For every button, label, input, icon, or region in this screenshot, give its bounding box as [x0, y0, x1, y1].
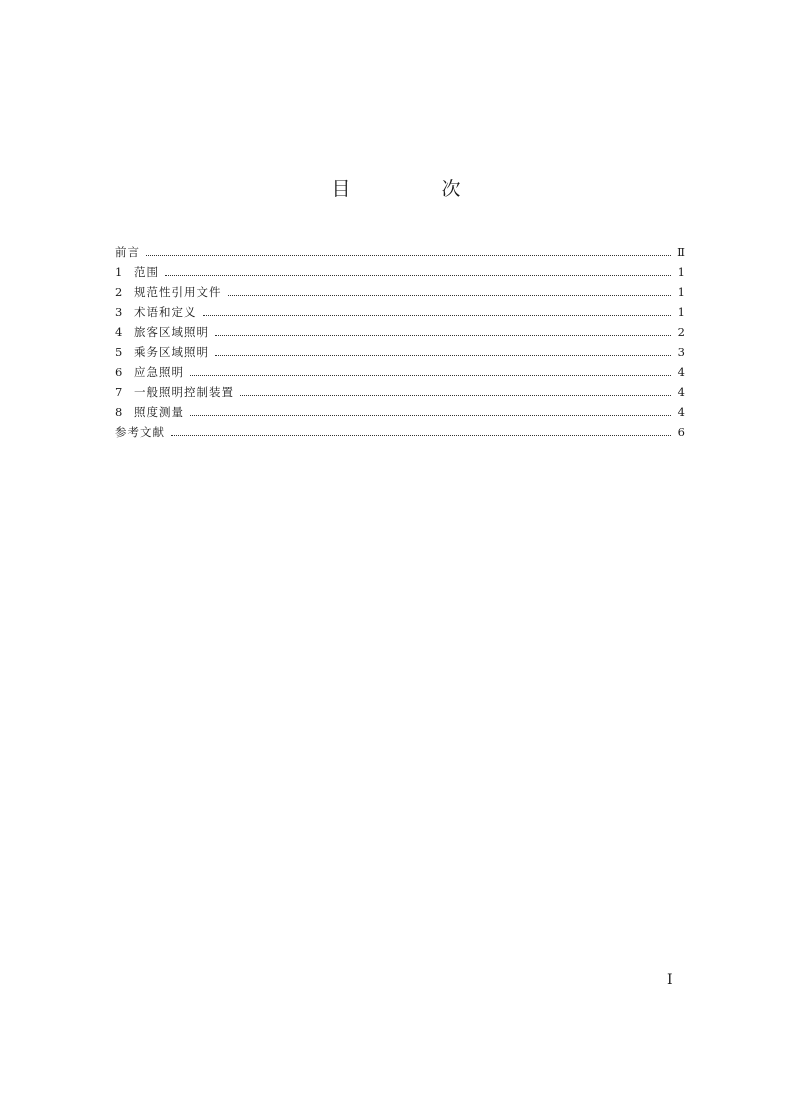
toc-entry-terms[interactable] [115, 304, 685, 324]
toc-entry-label: 术语和定义 [134, 305, 197, 319]
toc-entry-scope[interactable] [115, 264, 685, 284]
toc-entry-number: 8 [115, 405, 123, 419]
toc-entry-page: 4 [677, 405, 685, 419]
toc-entry-page: 1 [677, 265, 685, 279]
toc-entry-label: 前言 [115, 245, 140, 259]
toc-entry-page: 3 [677, 345, 685, 359]
toc-entry-page: 4 [677, 385, 685, 399]
toc-entry-number: 7 [115, 385, 123, 399]
toc-entry-number: 1 [115, 265, 123, 279]
toc-entry-page: 2 [677, 325, 685, 339]
toc-entry-label: 范围 [134, 265, 159, 279]
toc-entry-number: 3 [115, 305, 123, 319]
toc-entry-bibliography[interactable] [115, 424, 685, 444]
toc-entry-label: 规范性引用文件 [134, 285, 222, 299]
toc-entry-number: 4 [115, 325, 123, 339]
toc-entry-passenger-lighting[interactable] [115, 324, 685, 344]
toc-entry-emergency-lighting[interactable] [115, 364, 685, 384]
toc-leader-dots [190, 415, 671, 416]
toc-leader-dots [203, 315, 672, 316]
page-title: 目 次 [331, 178, 497, 200]
toc-leader-dots [215, 355, 671, 356]
toc-leader-dots [171, 435, 671, 436]
toc-entry-page: 1 [677, 285, 685, 299]
toc-entry-preface[interactable] [115, 244, 685, 264]
toc-entry-page: 6 [677, 425, 685, 439]
page-number: I [667, 972, 673, 988]
toc-leader-dots [190, 375, 671, 376]
toc-leader-dots [215, 335, 671, 336]
toc-leader-dots [240, 395, 671, 396]
toc-leader-dots [228, 295, 672, 296]
toc-entry-number: 6 [115, 365, 123, 379]
toc-entry-lighting-control[interactable] [115, 384, 685, 404]
toc-entry-normative-references[interactable] [115, 284, 685, 304]
toc-entry-label: 应急照明 [134, 365, 184, 379]
toc-entry-number: 5 [115, 345, 123, 359]
toc-entry-page: 1 [677, 305, 685, 319]
toc-entry-label: 参考文献 [115, 425, 165, 439]
table-of-contents [115, 244, 685, 444]
toc-entry-number: 2 [115, 285, 123, 299]
toc-entry-page: Ⅱ [677, 245, 685, 259]
toc-entry-label: 乘务区域照明 [134, 345, 209, 359]
toc-leader-dots [165, 275, 671, 276]
toc-entry-label: 照度测量 [134, 405, 184, 419]
toc-entry-page: 4 [677, 365, 685, 379]
toc-entry-illuminance-measurement[interactable] [115, 404, 685, 424]
toc-entry-crew-lighting[interactable] [115, 344, 685, 364]
toc-entry-label: 一般照明控制装置 [134, 385, 234, 399]
toc-entry-label: 旅客区域照明 [134, 325, 209, 339]
toc-leader-dots [146, 255, 671, 256]
